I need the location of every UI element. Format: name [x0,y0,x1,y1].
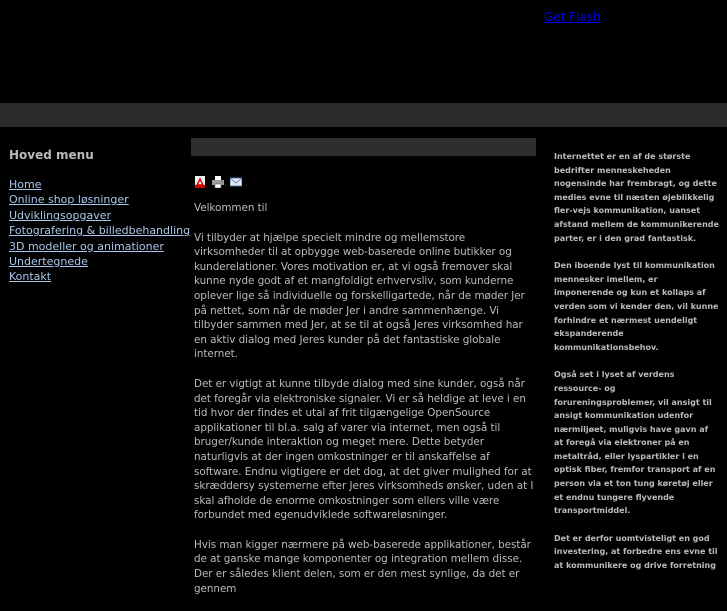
menu-link-3d-models[interactable]: 3D modeller og animationer [9,239,164,253]
menu-item-photography [9,223,189,238]
menu-link-online-shop[interactable]: Online shop løsninger [9,193,129,207]
menu-item-about [9,254,189,269]
main-menu [9,148,189,285]
email-icon[interactable] [230,176,242,188]
welcome-heading: Velkommen til [194,202,268,214]
menu-link-about[interactable]: Undertegnede [9,254,88,268]
content-title-bar [191,138,536,156]
article-tools [194,176,242,188]
site-header [0,0,727,103]
right-column-text [554,150,719,587]
menu-link-development-tasks[interactable]: Udviklingsopgaver [9,208,112,222]
main-menu-list [9,177,189,285]
aside-paragraph: Også set i lyset af verdens ressource- og forureningsproblemer, vil ansigt til ansigt kommunikation udenfor nærmiljøet, muligvis have gavn af at foregå via elektroner på en metaltråd, eller lyspartikler i en optisk fiber, fremfor transport af en person via et ton tung køretøj eller et endnu tungere flyvende transportmiddel. [554,370,716,516]
aside-paragraph: Den iboende lyst til kommunikation mennesker imellem, er imponerende og kun et kollaps af verden som vi kender den, vil kunne forhindre et nærmest uendeligt ekspanderende kommunikationsbehov. [554,261,719,352]
aside-paragraph: Det er derfor uomtvisteligt en god investering, at forbedre ens evne til at kommunikere og drive forretning [554,533,718,571]
menu-link-home[interactable]: Home [9,178,42,191]
main-content [194,201,536,611]
print-icon[interactable] [212,176,224,188]
pdf-icon[interactable] [194,176,206,188]
main-menu-title: Hoved menu [9,148,94,162]
get-flash-link[interactable]: Get Flash [544,10,601,24]
menu-item-3d-models [9,239,189,254]
menu-link-contact[interactable]: Kontakt [9,270,52,284]
aside-paragraph: Internettet er en af de største bedrifter menneskeheden nogensinde har frembragt, og dette medies evne til næsten øjeblikkelig fler-vejs kommunikation, uanset afstand mellem de kommunikerende parter, er i den grad fantastisk. [554,152,719,243]
menu-item-development-tasks [9,208,189,223]
header-divider-band [0,103,727,127]
content-paragraph: Det er vigtigt at kunne tilbyde dialog med sine kunder, også når det foregår via elektroniske signaler. Vi er så heldige at leve i en tid hvor der findes et utal af frit tilgængelige OpenSource applikationer til bl.a. salg af varer via internet, men også til bruger/kunde interaktion og meget mere. Dette betyder naturligvis at der ingen omkostninger er til anskaffelse af software. Endnu vigtigere er det dog, at det giver mulighed for at skræddersy systemerne efter Jeres virksomheds ønsker, uden at I skal afholde de enorme omkostninger som ellers ville være forbundet med egenudviklede softwareløsninger. [194,377,534,522]
content-paragraph: Hvis man kigger nærmere på web-baserede applikationer, består de at ganske mange komponenter og integration mellem disse. Der er således klient delen, som er den mest synlige, da det er gennem [194,538,531,595]
menu-link-photography[interactable]: Fotografering & billedbehandling [9,224,191,238]
menu-item-contact [9,269,189,284]
content-paragraph: Vi tilbyder at hjælpe specielt mindre og mellemstore virksomheder til at opbygge web-baserede online butikker og kunderelationer. Vores motivation er, at vi også fremover skal kunne nyde godt af et mangfoldigt erhvervsliv, som kunderne oplever lige så individuelle og forskelligartede, når de møder Jer på nettet, som når de møder Jer i andre sammenhænge. Vi tilbyder sammen med Jer, at se til at også Jeres virksomhed har en aktiv dialog med Jeres kunder på det fantastiske globale internet. [194,231,525,361]
menu-item-online-shop [9,192,189,207]
menu-item-home [9,177,189,192]
